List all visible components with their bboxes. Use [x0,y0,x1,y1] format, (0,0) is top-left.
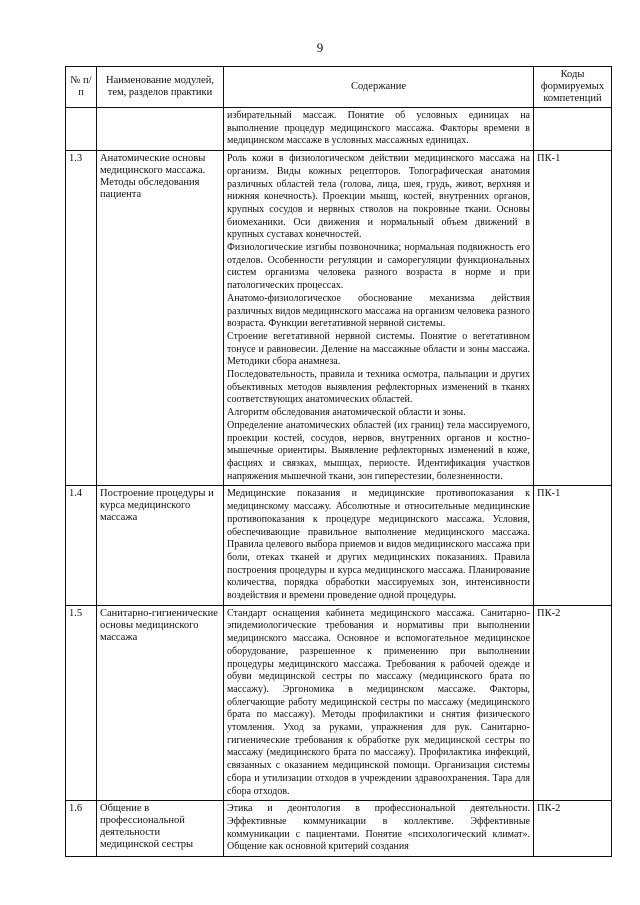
content-paragraph: Определение анатомических областей (их границ) тела массируемого, проекции костей, сосудов, нервов, внутренних органов и костно-мышечные ориентиры. Выявление рефлекторных изменений в коже, фасциях и связках, мышцах, периосте. Идентификация участков напряжения мышечной ткани, зон гиперестезии, болезненности. [227,419,530,482]
row-module: Анатомические основы медицинского массажа. Методы обследования пациента [97,151,224,486]
row-code: ПК-1 [534,486,612,605]
row-num: 1.4 [66,486,97,605]
content-paragraph: Роль кожи в физиологическом действии медицинского массажа на организм. Виды кожных рецепторов. Топографическая анатомия различных областей тела (голова, лица, шея, грудь, живот, верхняя и нижняя конечность). Проекции мышц, костей, внутренних органов, крупных сосудов и нервных стволов на покровные ткани. Основы биомеханики. Оси движения и нормальный объем движений в крупных суставах конечностей. [227,153,530,241]
row-code: ПК-1 [534,151,612,486]
header-module: Наименование модулей, тем, разделов практики [97,67,224,108]
row-content [224,605,534,801]
header-num: № п/п [66,67,97,108]
row-code: ПК-2 [534,801,612,857]
row-module: Санитарно-гигиенические основы медицинского массажа [97,605,224,801]
row-module [97,108,224,151]
table-row-1-5 [66,605,612,801]
row-module: Общение в профессиональной деятельности медицинской сестры [97,801,224,857]
content-paragraph: Строение вегетативной нервной системы. Понятие о вегетативном тонусе и равновесии. Деление на массажные области и зоны массажа. Методики сбора анамнеза. [227,330,530,368]
row-num [66,108,97,151]
content-paragraph: Анатомо-физиологическое обоснование механизма действия различных видов медицинского массажа на организм человека разного возраста. Функции вегетативной нервной системы. [227,292,530,330]
row-content [224,801,534,857]
table-row-1-6 [66,801,612,857]
row-num: 1.6 [66,801,97,857]
page-number: 9 [316,40,324,55]
row-content [224,486,534,605]
row-content: избирательный массаж. Понятие об условных единицах на выполнение процедур медицинского массажа. Факторы времени в медицинском массаже в условных массажных единицах. [224,108,534,151]
content-paragraph: Этика и деонтология в профессиональной деятельности. Эффективные коммуникации в коллективе. Эффективные коммуникации с пациентами. Понятие «психологический климат». Общение как основной критерий создания [227,803,530,853]
table-row-1-3 [66,151,612,486]
content-paragraph: Физиологические изгибы позвоночника; нормальная подвижность его отделов. Особенности регуляции и саморегуляции функциональных систем организма человека разного возраста в норме и при патологических процессах. [227,242,530,292]
header-content: Содержание [224,67,534,108]
content-paragraph: Стандарт оснащения кабинета медицинского массажа. Санитарно-эпидемиологические требования и нормативы при выполнении медицинского массажа. Основное и вспомогательное медицинское оборудование, разрешенное к применению при выполнении процедуры медицинского массажа. Требования к рабочей одежде и обуви медицинской сестры по массажу (медицинского брата по массажу). Эргономика в медицинском массаже. Факторы, облегчающие работу медицинской сестры по массажу (медицинского брата по массажу). Методы профилактики и снятия физического утомления. Уход за руками, упражнения для рук. Санитарно-гигиенические требования к обработке рук медицинской сестры по массажу (медицинского брата по массажу). Профилактика инфекций, связанных с оказанием медицинской помощи. Организация системы сбора и утилизации отходов в учреждении здравоохранения. Тара для сбора отходов. [227,607,530,797]
curriculum-table [65,66,612,857]
row-num: 1.5 [66,605,97,801]
content-paragraph: Последовательность, правила и техника осмотра, пальпации и других объективных методов выявления рефлекторных изменений в тканях соответствующих анатомических областей. [227,369,530,406]
table-row-continuation [66,108,612,151]
row-content [224,151,534,486]
content-paragraph: Алгоритм обследования анатомической области и зоны. [227,407,466,419]
header-codes: Коды формируемых компетенций [534,67,612,108]
row-code: ПК-2 [534,605,612,801]
row-num: 1.3 [66,151,97,486]
content-paragraph: Медицинские показания и медицинские противопоказания к медицинскому массажу. Абсолютные и относительные медицинские противопоказания к процедуре медицинского массажа. Условия, обеспечивающие правильное выполнение медицинского массажа. Правила целевого выбора приемов и видов медицинского массажа при боли, отеках тканей и других медицинских показаниях. Правила построения процедуры и курса медицинского массажа. Планирование количества, порядка обработки массируемых зон, интенсивности воздействия и времени проведение одной процедуры. [227,488,530,602]
table-header-row [66,67,612,108]
row-module: Построение процедуры и курса медицинского массажа [97,486,224,605]
table-row-1-4 [66,486,612,605]
row-code [534,108,612,151]
